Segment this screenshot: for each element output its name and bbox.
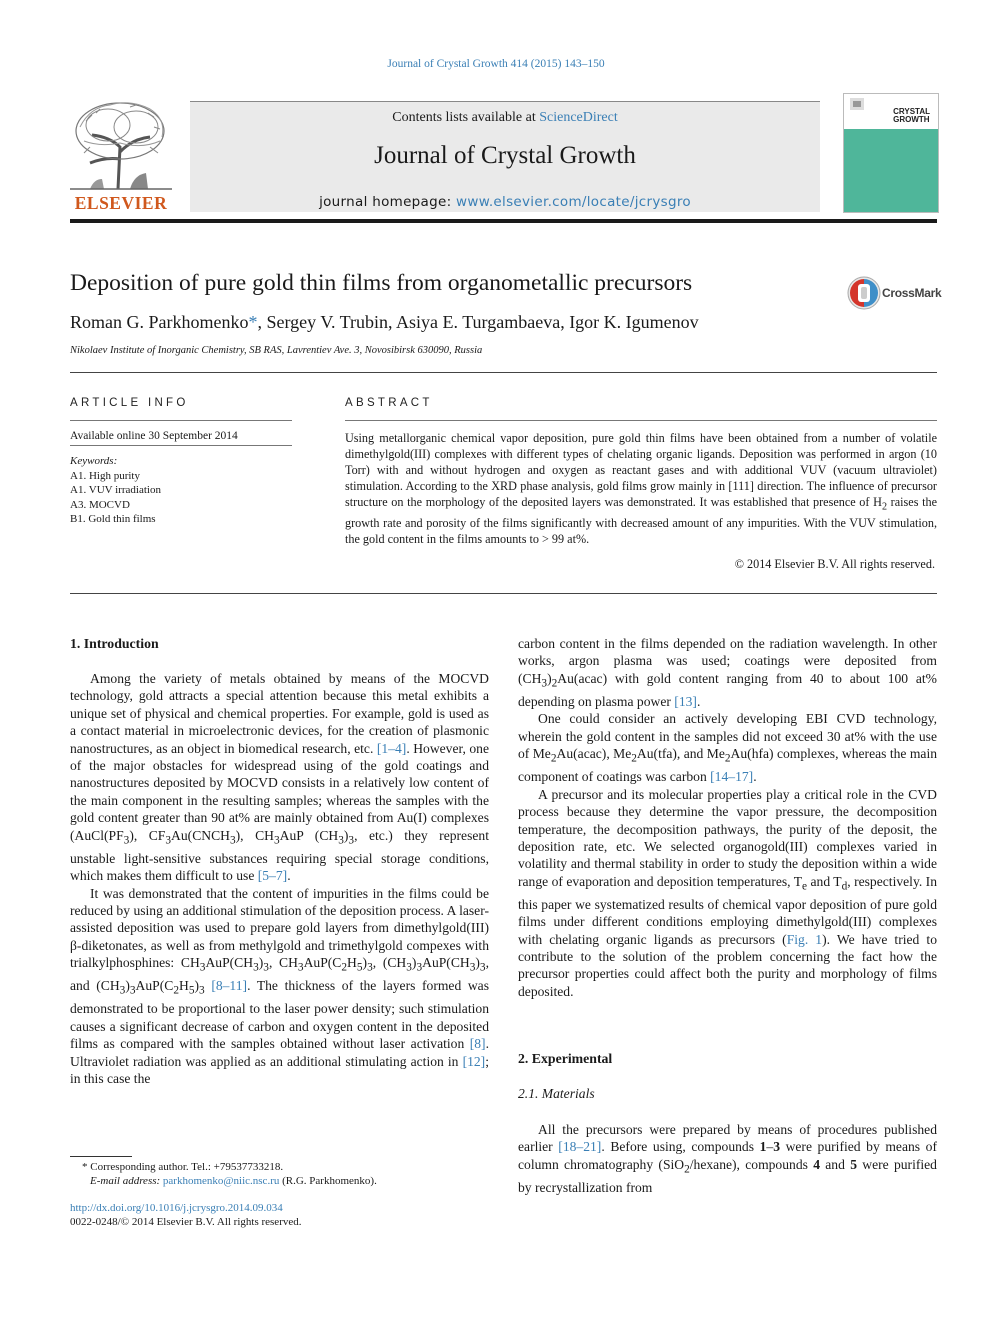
intro-paragraph-4 <box>518 710 937 785</box>
text: Au(acac) with gold content ranging from 40 to about 100 at% depending on plasma power <box>518 670 937 709</box>
text: , (CH <box>372 955 407 971</box>
crossmark-label: CrossMark <box>882 286 942 300</box>
footnote-rule <box>70 1156 132 1157</box>
subscript: 2 <box>684 1163 690 1176</box>
text: AuP(C <box>135 978 174 994</box>
footnote-mark: * <box>82 1161 88 1173</box>
available-online-date: Available online 30 September 2014 <box>70 430 238 442</box>
text: Among the variety of metals obtained by means of the MOCVD technology, gold attracts a special attention because this metal exhibits a unique set of physical and chemical properties. For example, gold is used as a contact material in microelectronic devices, for the creation of plasmonic nanostructures, as an object in biomedical research, etc. <box>70 671 489 756</box>
cover-title-line2: GROWTH <box>893 115 930 124</box>
materials-text <box>518 1121 937 1196</box>
left-column <box>70 670 489 1088</box>
subscript: 3 <box>406 961 412 974</box>
compound-number: 3 <box>773 1139 780 1155</box>
text: , respectively. In this paper we systematized results of chemical vapor deposition of pure gold films under different conditions employing dimethylgold(III) complexes with chelating organic ligands as precursors ( <box>518 873 937 947</box>
citation-link[interactable]: [8] <box>469 1036 486 1052</box>
email-note <box>70 1174 377 1188</box>
text: ) <box>411 955 417 971</box>
text: It was demonstrated that the content of impurities in the films could be reduced by using an additional stimulation of the deposition process. A laser-assisted deposition was used to prepare gold layers from dimethylgold(III) β-diketonates, as well as from methylgold and trimethylgold compexes with trialkylphosphines: CH <box>70 885 489 971</box>
citation-link[interactable]: [18–21] <box>558 1139 602 1155</box>
abstract-part: Using metallorganic chemical vapor deposition, pure gold thin films have been obtained from a number of volatile dimethylgold(III) complexes with different types of chelating organic ligands. Deposition was performed in argon (10 Torr) with and without hydrogen and oxygen as reactant gases and with additional VUV (vacuum ultraviolet) stimulation. According to the XRD phase analysis, gold films grow mainly in [111] direction. The influence of precursor structure on the morphology of the deposited layers was demonstrated. It was established that presence of H <box>345 431 937 509</box>
text: . Before using, compounds <box>601 1139 760 1155</box>
text: H <box>178 978 189 994</box>
text: , CH <box>268 955 298 971</box>
crossmark-badge[interactable] <box>847 276 957 310</box>
abstract-divider <box>70 593 937 594</box>
text: . However, one of the major obstacles for widespread using of the gold coatings and nanostructures deposited by MOCVD consists in a relatively low content of the main component in the resulting samples; whereas the samples with the gold content greater than 90 at% are mainly obtained from Au(I) complexes (AuCl(PF <box>70 740 489 843</box>
subscript: 3 <box>165 834 172 847</box>
text: ), CF <box>129 827 166 843</box>
corresponding-author-mark[interactable]: * <box>248 312 258 332</box>
compound-number: 5 <box>850 1156 857 1172</box>
subscript: 2 <box>550 752 557 765</box>
author-first[interactable]: Roman G. Parkhomenko <box>70 312 249 332</box>
right-column <box>518 635 937 1000</box>
text: were purified by recrystallization from <box>518 1156 937 1195</box>
text: ; in this case the <box>70 1053 489 1087</box>
text: One could consider an actively developing EBI CVD technology, wherein the gold content in the samples did not exceed 30 at% with the use of Me <box>518 711 937 762</box>
text: AuP(CH <box>205 955 254 971</box>
text: ) <box>475 955 480 971</box>
keywords-label: Keywords: <box>70 455 118 467</box>
subscript: 3 <box>348 834 355 847</box>
text: . <box>287 868 291 884</box>
author-others: , Sergey V. Trubin, Asiya E. Turgambaeva, Igor K. Igumenov <box>257 312 699 332</box>
text: A precursor and its molecular properties play a critical role in the CVD process because they determine the vapor pressure, the decomposition temperature, the decomposition pathways, the purity of the deposit, the deposition rate, etc. We selected organogold(III) complexes varied in volatility and thermal stability in order to study the deposition within a wide range of evaporation and deposition temperatures, T <box>518 786 937 889</box>
journal-reference[interactable]: Journal of Crystal Growth 414 (2015) 143–150 <box>387 58 605 70</box>
text: and T <box>807 873 842 889</box>
figure-link[interactable]: Fig. 1 <box>786 931 823 947</box>
compound-number: 1 <box>759 1139 767 1155</box>
journal-cover-thumbnail[interactable] <box>843 93 939 213</box>
compound-number: 4 <box>813 1156 820 1172</box>
section-heading-introduction: 1. Introduction <box>70 636 159 651</box>
subscript: 2 <box>341 961 348 974</box>
subscript: e <box>802 880 808 893</box>
affiliation: Nikolaev Institute of Inorganic Chemistry, SB RAS, Lavrentiev Ave. 3, Novosibirsk 630090, Russia <box>70 345 483 356</box>
issn-copyright: 0022-0248/© 2014 Elsevier B.V. All rights reserved. <box>70 1216 302 1229</box>
text: ) <box>258 955 264 971</box>
contents-prefix: Contents lists available at <box>392 110 540 125</box>
email-link[interactable]: parkhomenko@niic.nsc.ru <box>162 1175 280 1188</box>
masthead-rule <box>70 219 937 223</box>
homepage-link[interactable]: www.elsevier.com/locate/jcrysgro <box>456 194 691 210</box>
intro-paragraph-1 <box>70 670 489 885</box>
text: AuP(CH <box>422 955 470 971</box>
text: . The thickness of the layers formed was demonstrated to be proportional to the laser power density; such stimulation causes a significant decrease of carbon and oxygen content in the deposited films as compared with the samples obtained without laser activation <box>70 978 490 1052</box>
subscript: 3 <box>469 961 476 974</box>
cover-title <box>893 108 930 124</box>
subscript: 3 <box>199 985 205 998</box>
intro-paragraph-5 <box>518 786 937 1001</box>
subscript: 3 <box>541 677 548 690</box>
text: Au(CNCH <box>171 827 230 843</box>
subscript: 3 <box>123 834 130 847</box>
text: carbon content in the films depended on the radiation wavelength. In other works, argon plasma was used; coatings were deposited from (CH <box>518 636 937 686</box>
cover-logo-icon <box>850 98 864 110</box>
citation-link[interactable]: [1–4] <box>376 740 407 756</box>
subscript: 3 <box>479 961 486 974</box>
email-label: E-mail address: <box>90 1175 163 1188</box>
subscript: 3 <box>229 834 236 847</box>
section-heading-experimental: 2. Experimental <box>518 1051 613 1066</box>
text: ) <box>362 955 368 971</box>
article-info-rule-2 <box>70 445 292 446</box>
subscript: 2 <box>724 752 731 765</box>
text: , and (CH <box>70 955 489 994</box>
subsection-heading-materials: 2.1. Materials <box>518 1086 595 1101</box>
keyword-item: A3. MOCVD <box>70 498 130 511</box>
journal-masthead <box>190 101 820 212</box>
email-suffix: (R.G. Parkhomenko). <box>279 1175 377 1188</box>
article-title: Deposition of pure gold thin films from organometallic precursors <box>70 270 693 296</box>
elsevier-logo[interactable] <box>70 97 172 214</box>
text: Au(acac), Me <box>556 746 632 762</box>
citation-link[interactable]: [5–7] <box>257 868 288 884</box>
subscript: 2 <box>551 677 558 690</box>
homepage-line <box>190 194 820 210</box>
subscript: 3 <box>263 961 269 974</box>
keyword-item: A1. VUV irradiation <box>70 484 161 496</box>
text: ) <box>194 978 200 994</box>
subscript: 5 <box>356 961 363 974</box>
text: All the precursors were prepared by means of procedures published earlier <box>518 1122 937 1155</box>
citation-link[interactable]: [13] <box>674 693 697 709</box>
abstract-heading: ABSTRACT <box>345 397 433 409</box>
subscript: 3 <box>338 834 344 847</box>
subscript: 3 <box>367 961 373 974</box>
citation-link[interactable]: [14–17] <box>710 769 754 785</box>
sciencedirect-link[interactable]: ScienceDirect <box>539 110 618 125</box>
journal-name[interactable]: Journal of Crystal Growth <box>374 142 636 169</box>
subscript: 3 <box>416 961 423 974</box>
corresponding-author-note <box>70 1160 377 1174</box>
crossmark-icon <box>847 276 881 310</box>
article-identifiers <box>70 1201 302 1229</box>
footnotes <box>70 1160 377 1188</box>
subscript: 3 <box>119 985 126 998</box>
subscript: 2 <box>631 752 637 765</box>
homepage-prefix: journal homepage: <box>319 194 457 210</box>
text: . <box>753 769 757 785</box>
text: AuP (CH <box>279 827 339 843</box>
subscript: 3 <box>253 961 259 974</box>
abstract-rule <box>345 420 937 421</box>
abstract-text <box>345 430 937 547</box>
abstract-subscript: 2 <box>881 501 888 513</box>
text: . Ultraviolet radiation was applied as an additional stimulating action in <box>70 1036 489 1069</box>
article-info-heading: ARTICLE INFO <box>70 397 189 409</box>
cover-title-line1: CRYSTAL <box>893 107 930 116</box>
text: ), CH <box>235 827 274 843</box>
text: H <box>347 955 357 971</box>
intro-paragraph-3 <box>518 635 937 710</box>
keywords-block <box>70 454 161 527</box>
subscript: 3 <box>297 961 304 974</box>
elsevier-wordmark: ELSEVIER <box>74 193 168 213</box>
text: . <box>696 693 701 709</box>
subscript: 5 <box>188 985 195 998</box>
text: Au(hfa) complexes, whereas the main component of coatings was carbon <box>518 746 938 785</box>
subscript: 2 <box>173 985 179 998</box>
text: ) <box>343 827 349 843</box>
text: AuP(C <box>303 955 342 971</box>
text: /hexane), compounds <box>689 1156 814 1172</box>
subscript: 3 <box>129 985 136 998</box>
citation-link[interactable]: [8–11] <box>211 978 248 994</box>
intro-paragraph-2 <box>70 885 489 1088</box>
abstract-copyright: © 2014 Elsevier B.V. All rights reserved. <box>734 557 935 571</box>
text: – <box>766 1139 774 1155</box>
text: Au(tfa), and Me <box>636 746 725 762</box>
article-info-rule <box>70 420 292 421</box>
cover-color-band <box>844 129 938 212</box>
text: ). We have tried to contribute to the solution of the problem concerning the fact how the precursor properties could affect both the purity and morphology of films deposited. <box>518 931 937 999</box>
text: were purified by means of column chromatography (SiO <box>518 1139 937 1172</box>
doi-link[interactable]: http://dx.doi.org/10.1016/j.jcrysgro.2014.09.034 <box>70 1202 283 1214</box>
keyword-item: A1. High purity <box>70 469 140 482</box>
corresponding-author-text: Corresponding author. Tel.: +79537733218. <box>87 1161 284 1173</box>
text: , etc.) they represent unstable light-sensitive substances requiring special storage conditions, which makes them difficult to use <box>70 827 489 884</box>
text: ) <box>547 670 552 686</box>
text: ) <box>125 978 130 994</box>
citation-link[interactable]: [12] <box>462 1053 486 1069</box>
author-list <box>70 312 699 333</box>
subscript: d <box>841 880 848 893</box>
cover-top <box>844 94 938 129</box>
materials-paragraph <box>518 1121 937 1196</box>
abstract-part: raises the growth rate and porosity of the films significantly with decreased amount of any impurities. With the VUV stimulation, the gold content in the films amounts to > 99 at%. <box>345 495 937 547</box>
elsevier-tree-icon <box>70 97 172 191</box>
subscript: 3 <box>273 834 280 847</box>
subscript: 3 <box>199 961 206 974</box>
contents-line <box>190 110 820 126</box>
header-divider <box>70 372 937 373</box>
text: and <box>820 1156 851 1172</box>
keyword-item: B1. Gold thin films <box>70 513 156 525</box>
